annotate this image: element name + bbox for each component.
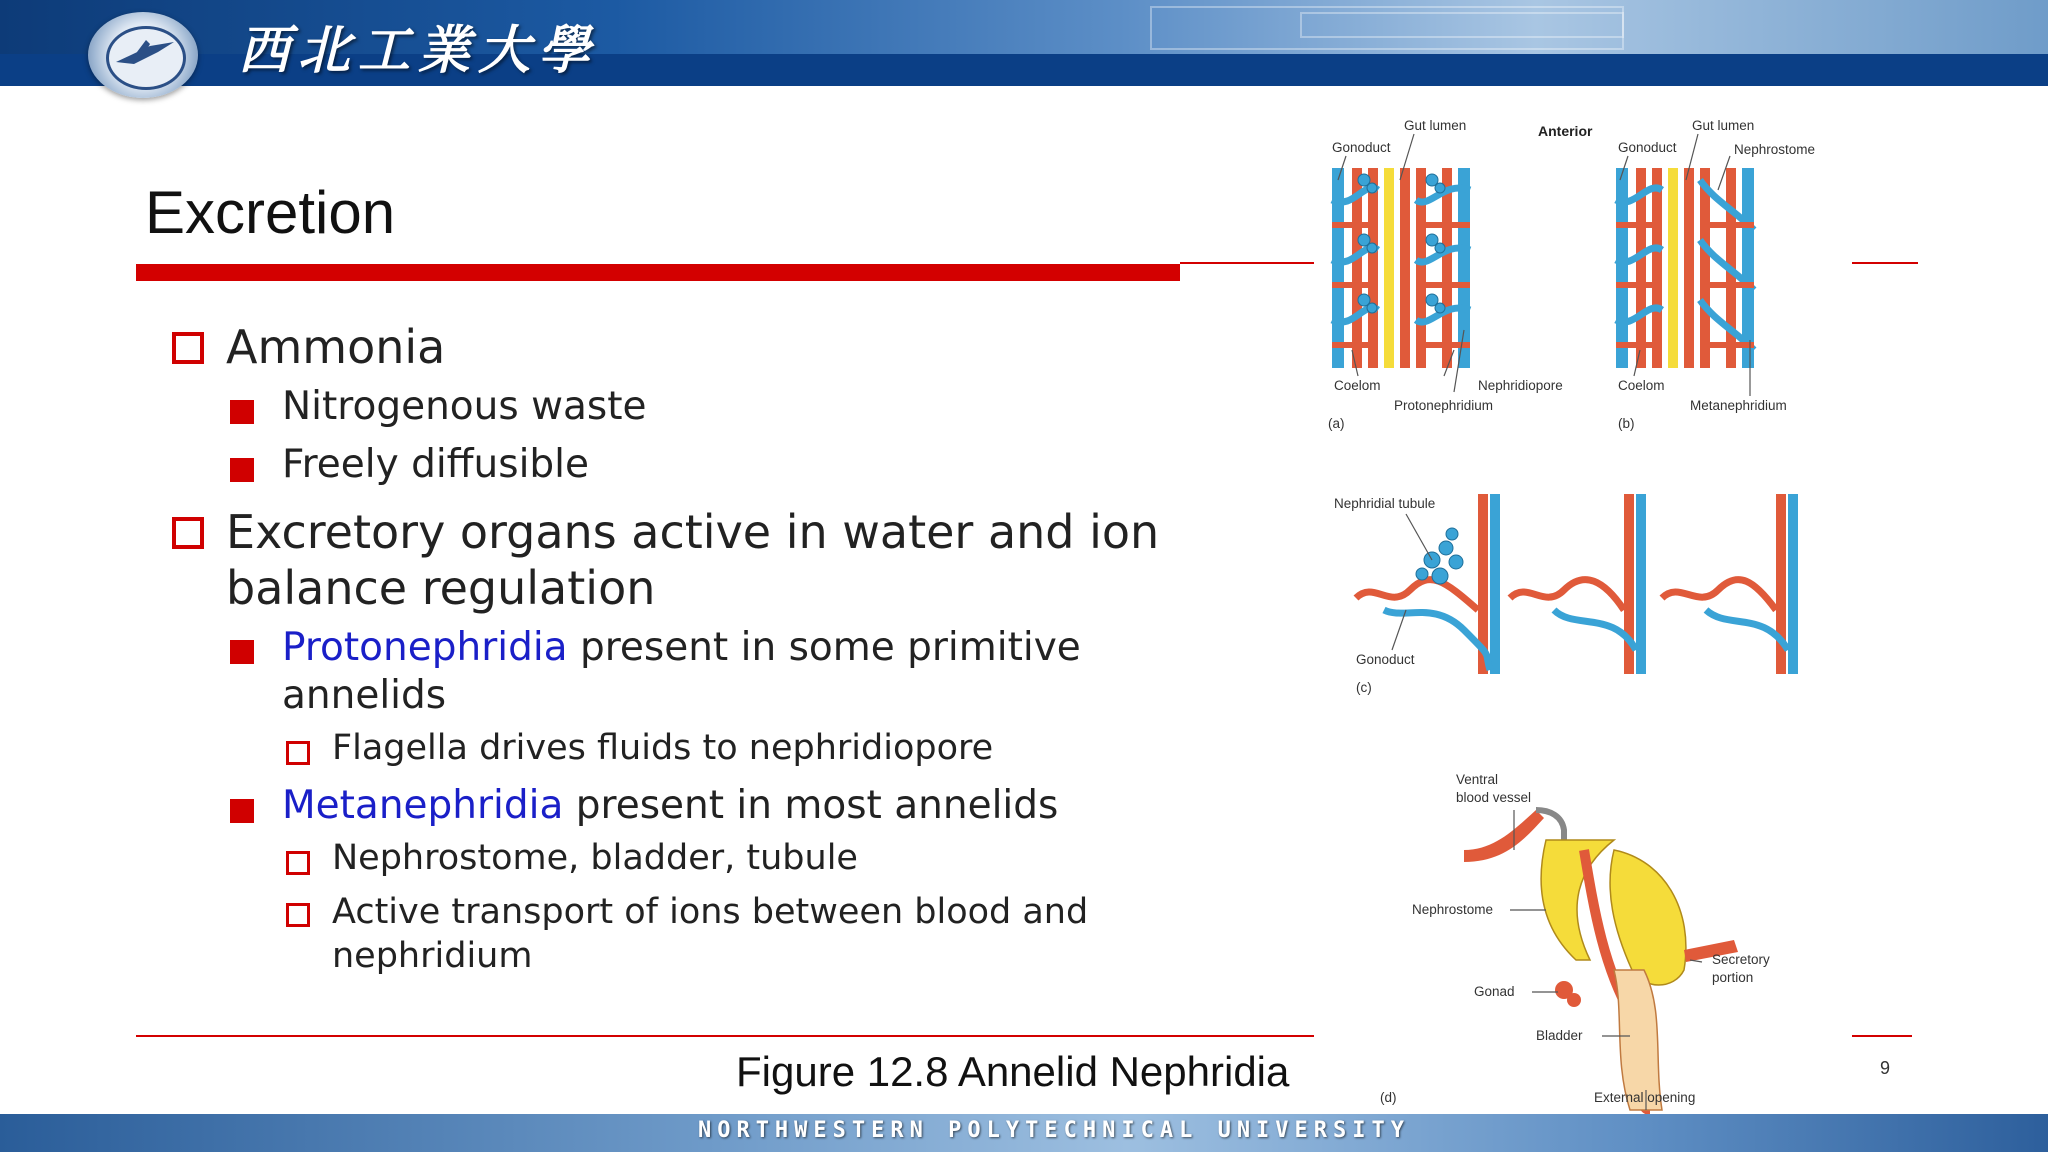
title-rule-thin-far-right	[1852, 262, 1918, 264]
page-number: 9	[1880, 1058, 1891, 1078]
label-coelom-a: Coelom	[1334, 378, 1381, 393]
label-coelom-b: Coelom	[1618, 378, 1665, 393]
header-decoration	[1300, 12, 1624, 38]
metanephridia-desc: present in most annelids	[563, 783, 1059, 828]
university-name-en: NORTHWESTERN POLYTECHNICAL UNIVERSITY	[697, 1118, 1411, 1143]
bullet-open-square-icon	[286, 741, 310, 765]
title-underline	[136, 264, 1180, 281]
bullet-filled-square-icon	[230, 799, 254, 823]
bullet-filled-square-icon	[230, 458, 254, 482]
bottom-rule-right	[1852, 1035, 1912, 1037]
term-protonephridia: Protonephridia	[282, 625, 568, 670]
label-panel-c: (c)	[1356, 680, 1372, 695]
bullet-open-square-icon	[172, 332, 204, 364]
label-gonoduct-a: Gonoduct	[1332, 140, 1391, 155]
bullet-metanephridia	[282, 783, 1058, 828]
bullet-open-square-icon	[172, 517, 204, 549]
label-panel-a: (a)	[1328, 416, 1345, 431]
bullet-freely-diffusible: Freely diffusible	[282, 442, 589, 487]
label-bladder: Bladder	[1536, 1028, 1583, 1043]
university-name-cn: 西北工業大學	[238, 20, 599, 81]
figure-caption: Figure 12.8 Annelid Nephridia	[736, 1048, 1290, 1095]
label-panel-b: (b)	[1618, 416, 1635, 431]
panel-c-diagram	[1334, 494, 1798, 695]
label-external-opening: External opening	[1594, 1090, 1696, 1105]
panel-d-diagram	[1380, 772, 1770, 1110]
bullet-nephrostome-bladder: Nephrostome, bladder, tubule	[332, 838, 858, 878]
bullet-active-transport-line2: nephridium	[332, 936, 533, 976]
protonephridia-desc: present in some primitive	[567, 625, 1081, 670]
page-title: Excretion	[145, 179, 396, 246]
label-ventral-2: blood vessel	[1456, 790, 1532, 805]
label-metanephridium: Metanephridium	[1690, 398, 1787, 413]
seal-plane-icon	[88, 12, 198, 98]
label-gonoduct-b: Gonoduct	[1618, 140, 1677, 155]
label-nephridial-tubule: Nephridial tubule	[1334, 496, 1436, 511]
bullet-open-square-icon	[286, 851, 310, 875]
term-metanephridia: Metanephridia	[282, 783, 564, 828]
bullet-protonephridia	[282, 624, 1081, 720]
label-anterior: Anterior	[1538, 123, 1593, 139]
label-gut-lumen-a: Gut lumen	[1404, 118, 1467, 133]
title-rule-thin-right	[1180, 262, 1314, 264]
university-seal-icon	[88, 12, 198, 98]
label-secretory-2: portion	[1712, 970, 1754, 985]
label-panel-d: (d)	[1380, 1090, 1397, 1105]
panel-b-diagram	[1616, 118, 1815, 431]
label-ventral-1: Ventral	[1456, 772, 1499, 787]
bullet-protonephridia-line2: annelids	[282, 673, 447, 718]
label-nephrostome-d: Nephrostome	[1412, 902, 1494, 917]
bullet-active-transport-line1: Active transport of ions between blood and	[332, 892, 1089, 932]
bullet-filled-square-icon	[230, 400, 254, 424]
bullet-open-square-icon	[286, 903, 310, 927]
bullet-ammonia: Ammonia	[226, 320, 446, 374]
bottom-rule	[136, 1035, 1314, 1037]
bullet-excretory-organs	[226, 504, 1159, 616]
label-protonephridium: Protonephridium	[1394, 398, 1494, 413]
label-gonoduct-c: Gonoduct	[1356, 652, 1415, 667]
bullet-protonephridia-line1	[282, 624, 1081, 672]
bullet-active-transport	[332, 890, 1088, 978]
bullet-excretory-line1: Excretory organs active in water and ion	[226, 505, 1160, 559]
panel-a-diagram	[1328, 118, 1593, 431]
bullet-nitrogenous-waste: Nitrogenous waste	[282, 384, 647, 429]
label-gonad: Gonad	[1474, 984, 1515, 999]
label-secretory-1: Secretory	[1712, 952, 1770, 967]
label-gut-lumen-b: Gut lumen	[1692, 118, 1755, 133]
label-nephrostome-b: Nephrostome	[1734, 142, 1816, 157]
label-nephridiopore: Nephridiopore	[1478, 378, 1563, 393]
bullet-excretory-line2: balance regulation	[226, 561, 656, 615]
annelid-nephridia-figure	[1314, 110, 1852, 1114]
nephridia-diagram	[1314, 110, 1852, 1114]
bullet-flagella: Flagella drives fluids to nephridiopore	[332, 728, 994, 768]
bullet-filled-square-icon	[230, 640, 254, 664]
